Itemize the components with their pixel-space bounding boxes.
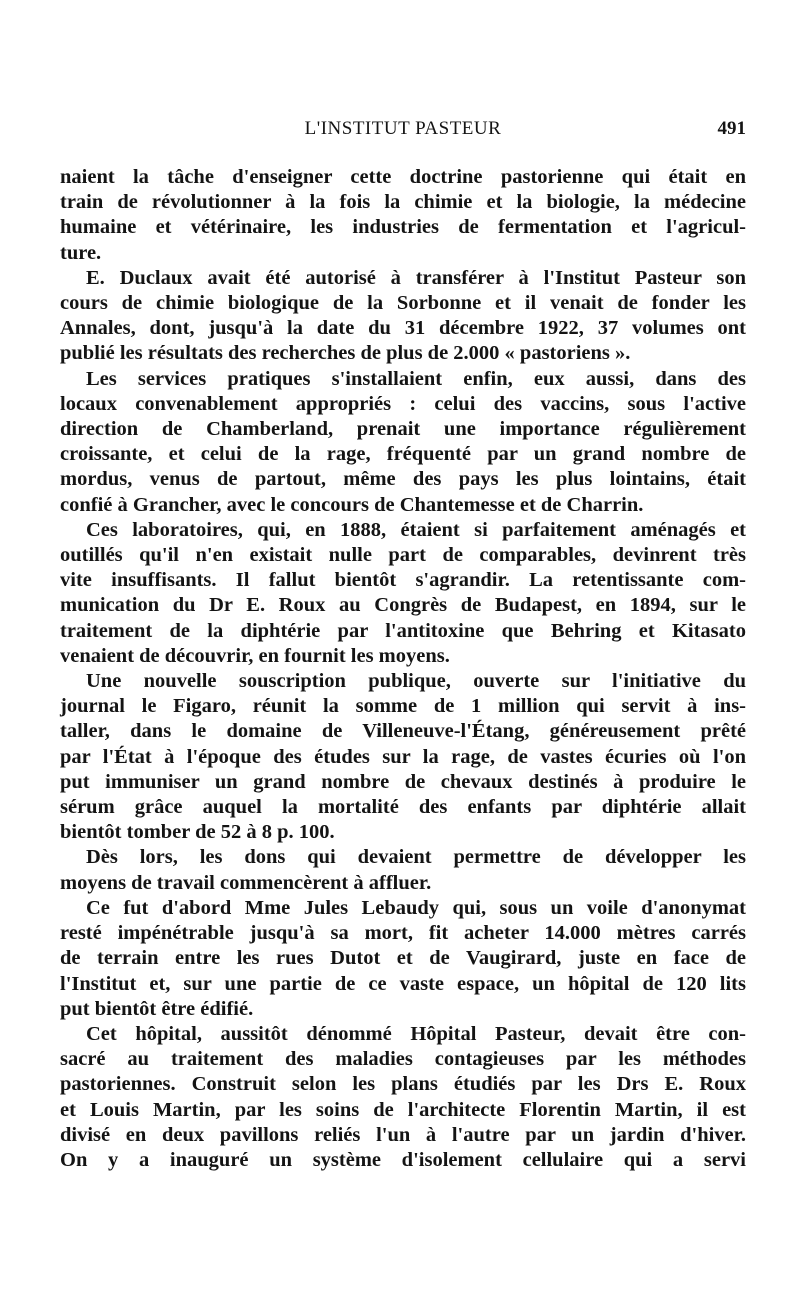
- text-line: munication du Dr E. Roux au Congrès de Budapest, en 1894, sur le: [60, 594, 746, 617]
- text-line: moyens de travail commencèrent à affluer.: [60, 871, 432, 894]
- running-title: L'INSTITUT PASTEUR: [304, 118, 502, 139]
- text-line: Annales, dont, jusqu'à la date du 31 décembre 1922, 37 volumes ont: [60, 317, 746, 340]
- text-line: pastoriennes. Construit selon les plans étudiés par les Drs E. Roux: [60, 1073, 746, 1096]
- text-line: traitement de la diphtérie par l'antitoxine que Behring et Kitasato: [60, 619, 746, 642]
- text-line: put immuniser un grand nombre de chevaux destinés à produire le: [60, 770, 746, 793]
- paragraph: [60, 266, 746, 367]
- text-line: ture.: [60, 241, 102, 264]
- paragraph: [60, 896, 746, 1022]
- text-line: Dès lors, les dons qui devaient permettre de développer les: [86, 846, 746, 869]
- text-line: cours de chimie biologique de la Sorbonne et il venait de fonder les: [60, 292, 746, 315]
- text-line: E. Duclaux avait été autorisé à transférer à l'Institut Pasteur son: [86, 266, 746, 289]
- paragraph: [60, 518, 746, 669]
- text-line: l'Institut et, sur une partie de ce vaste espace, un hôpital de 120 lits: [60, 972, 746, 995]
- paragraph: [60, 165, 746, 266]
- text-line: direction de Chamberland, prenait une importance régulièrement: [60, 418, 746, 441]
- page-header: [60, 118, 746, 148]
- text-line: taller, dans le domaine de Villeneuve-l'Étang, généreusement prêté: [60, 720, 746, 743]
- text-line: humaine et vétérinaire, les industries de fermentation et l'agricul-: [60, 216, 746, 239]
- text-line: par l'État à l'époque des études sur la rage, de vastes écuries où l'on: [60, 745, 746, 768]
- text-line: journal le Figaro, réunit la somme de 1 million qui servit à ins-: [60, 695, 746, 718]
- text-line: croissante, et celui de la rage, fréquenté par un grand nombre de: [60, 443, 746, 466]
- text-line: On y a inauguré un système d'isolement cellulaire qui a servi: [60, 1148, 746, 1171]
- text-line: train de révolutionner à la fois la chimie et la biologie, la médecine: [60, 191, 746, 214]
- paragraph: [60, 367, 746, 518]
- text-line: naient la tâche d'enseigner cette doctrine pastorienne qui était en: [60, 166, 746, 188]
- text-line: confié à Grancher, avec le concours de Chantemesse et de Charrin.: [60, 493, 644, 516]
- text-line: et Louis Martin, par les soins de l'architecte Florentin Martin, il est: [60, 1098, 746, 1121]
- text-line: mordus, venus de partout, même des pays les plus lointains, était: [60, 468, 746, 491]
- text-line: put bientôt être édifié.: [60, 997, 254, 1020]
- text-line: resté impénétrable jusqu'à sa mort, fit acheter 14.000 mètres carrés: [60, 922, 746, 945]
- text-line: bientôt tomber de 52 à 8 p. 100.: [60, 821, 335, 844]
- text-line: Les services pratiques s'installaient enfin, eux aussi, dans des: [86, 367, 746, 390]
- text-line: sacré au traitement des maladies contagieuses par les méthodes: [60, 1048, 746, 1071]
- paragraph: [60, 669, 746, 845]
- page-number: 491: [717, 118, 746, 139]
- text-line: locaux convenablement appropriés : celui des vaccins, sous l'active: [60, 392, 746, 415]
- body-text: [60, 165, 746, 1173]
- text-line: sérum grâce auquel la mortalité des enfants par diphtérie allait: [60, 796, 746, 819]
- text-line: vite insuffisants. Il fallut bientôt s'agrandir. La retentissante com-: [60, 569, 746, 592]
- text-line: Ces laboratoires, qui, en 1888, étaient si parfaitement aménagés et: [86, 518, 746, 541]
- text-line: de terrain entre les rues Dutot et de Vaugirard, juste en face de: [60, 947, 746, 970]
- text-line: divisé en deux pavillons reliés l'un à l'autre par un jardin d'hiver.: [60, 1123, 746, 1146]
- text-line: publié les résultats des recherches de plus de 2.000 « pastoriens ».: [60, 342, 631, 365]
- text-line: venaient de découvrir, en fournit les moyens.: [60, 644, 450, 667]
- text-line: outillés qu'il n'en existait nulle part de comparables, devinrent très: [60, 544, 746, 567]
- text-line: Une nouvelle souscription publique, ouverte sur l'initiative du: [86, 670, 746, 693]
- paragraph: [60, 845, 746, 895]
- text-line: Ce fut d'abord Mme Jules Lebaudy qui, sous un voile d'anonymat: [86, 896, 746, 919]
- paragraph: [60, 1022, 746, 1173]
- text-line: Cet hôpital, aussitôt dénommé Hôpital Pasteur, devait être con-: [86, 1022, 746, 1045]
